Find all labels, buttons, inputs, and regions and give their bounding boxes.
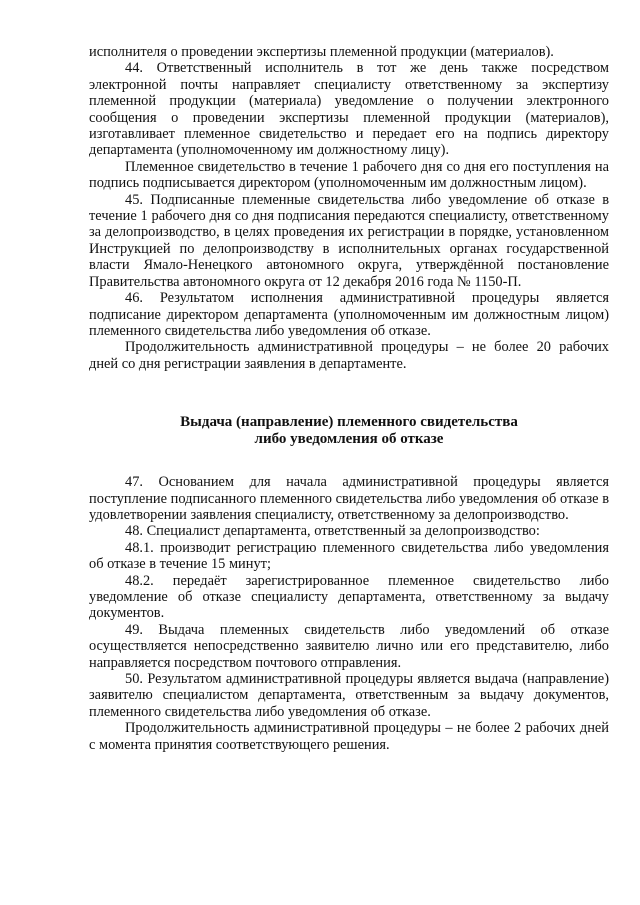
paragraph-46: 46. Результатом исполнения административной процедуры является подписание директором департамента (уполномоченным им должностным лицом) племенного свидетельства либо уведомления об отказе. — [89, 290, 609, 339]
paragraph-43-end: исполнителя о проведении экспертизы племенной продукции (материалов). — [89, 44, 554, 60]
section-heading-line-2: либо уведомления об отказе — [254, 431, 444, 448]
paragraph-48-2: 48.2. передаёт зарегистрированное племенное свидетельство либо уведомление об отказе специалисту департамента, ответственному за выдачу документов. — [89, 572, 609, 622]
paragraph-44-continued: Племенное свидетельство в течение 1 рабочего дня со дня его поступления на подпись подписывается директором (уполномоченным им должностным лицом). — [89, 158, 609, 192]
paragraph-45: 45. Подписанные племенные свидетельства либо уведомление об отказе в течение 1 рабочего дня со дня подписания передаются специалисту, ответственному за делопроизводство, в целях проведения их регистрации в порядке, установленном Инструкцией по делопроизводству в исполнительных органах государственной власти Ямало-Ненецкого автономного округа, утверждённой постановление Правительства автономного округа от 12 декабря 2016 года № 1150-П. — [89, 191, 609, 290]
paragraph-46-duration: Продолжительность административной процедуры – не более 20 рабочих дней со дня регистрации заявления в департаменте. — [89, 339, 609, 372]
paragraph-50: 50. Результатом административной процедуры является выдача (направление) заявителю специалистом департамента, ответственным за выдачу документов, племенного свидетельства либо уведомления об отказе. — [89, 671, 609, 720]
paragraph-48: 48. Специалист департамента, ответственный за делопроизводство: — [125, 523, 540, 540]
paragraph-50-duration: Продолжительность административной процедуры – не более 2 рабочих дней с момента принятия соответствующего решения. — [89, 720, 609, 753]
section-heading — [89, 414, 609, 448]
paragraph-44: 44. Ответственный исполнитель в тот же день также посредством электронной почты направляет специалисту ответственному за экспертизу племенной продукции (материала) уведомление о получении электронного сообщения о проведении экспертизы племенной продукции (материалов), изготавливает племенное свидетельство и передает его на подпись директору департамента (уполномоченному им должностному лицу). — [89, 60, 609, 159]
paragraph-49: 49. Выдача племенных свидетельств либо уведомлений об отказе осуществляется непосредственно заявителю лично или его представителю, либо направляется посредством почтового отправления. — [89, 621, 609, 671]
paragraph-48-1: 48.1. производит регистрацию племенного свидетельства либо уведомления об отказе в течение 15 минут; — [89, 539, 609, 573]
paragraph-47: 47. Основанием для начала административной процедуры является поступление подписанного племенного свидетельства либо уведомления об отказе в удовлетворении заявления специалисту, ответственному за делопроизводство. — [89, 474, 609, 523]
document-page — [89, 44, 609, 753]
section-heading-line-1: Выдача (направление) племенного свидетельства — [180, 414, 518, 431]
